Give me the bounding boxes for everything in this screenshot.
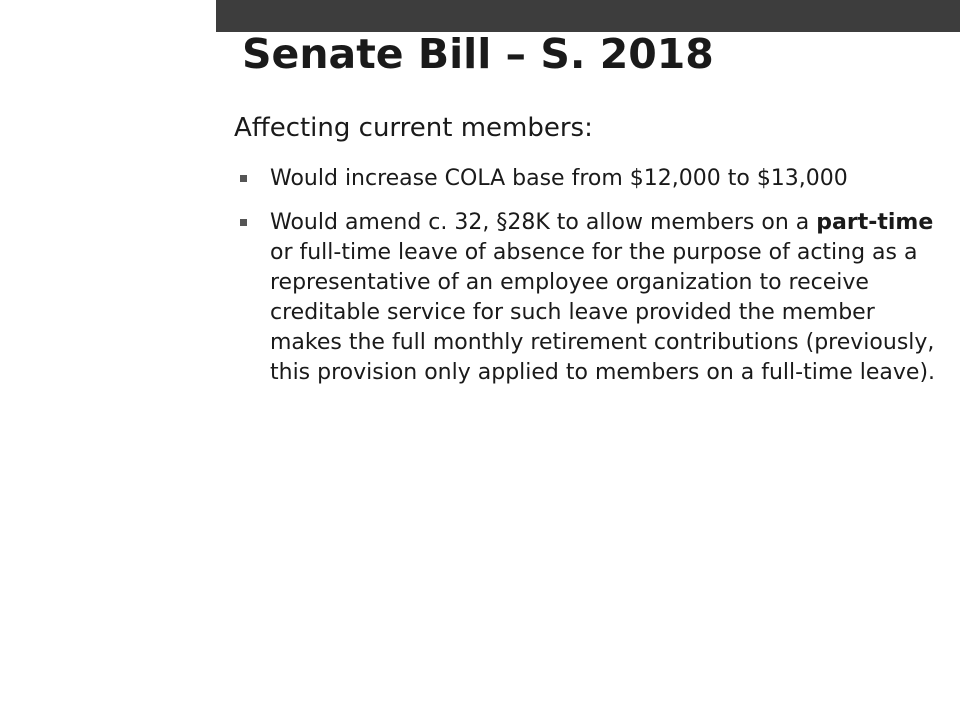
square-bullet-icon <box>240 219 247 226</box>
square-bullet-icon <box>240 175 247 182</box>
bullet-item-cola <box>236 164 948 194</box>
slide-title: Senate Bill – S. 2018 <box>242 30 714 78</box>
bullet-text-bold: part-time <box>816 210 934 235</box>
slide-subtitle: Affecting current members: <box>234 113 593 143</box>
bullet-item-leave <box>236 208 948 388</box>
bullet-text-start: Would amend c. 32, §28K to allow members on a <box>270 210 817 235</box>
header-bar <box>216 0 960 32</box>
bullet-text-end: or full-time leave of absence for the purpose of acting as a representative of an employee organization to receive creditable service for such leave provided the member makes the full monthly retirement contributions (previously, this provision only applied to members on a full-time leave). <box>270 240 936 385</box>
bullet-list <box>236 164 948 402</box>
bullet-text: Would increase COLA base from $12,000 to $13,000 <box>270 166 848 191</box>
